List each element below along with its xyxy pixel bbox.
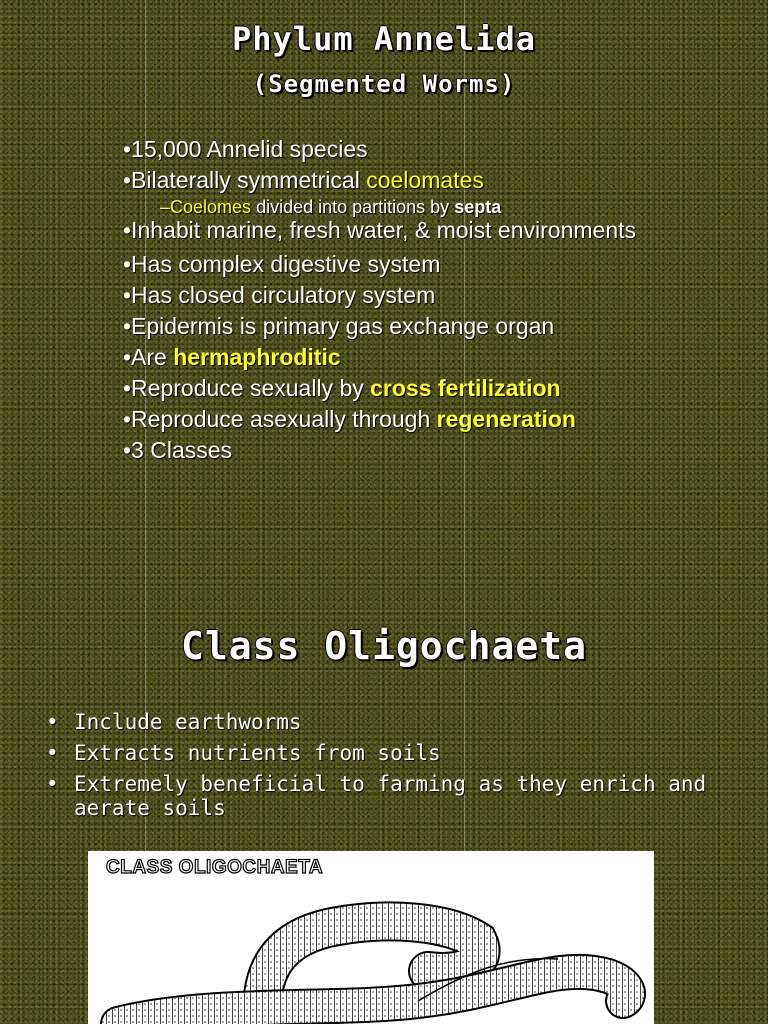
bullet-text: •Reproduce sexually by	[123, 375, 371, 401]
slide-subtitle: (Segmented Worms)	[252, 70, 516, 98]
bullet-circulatory: •Has closed circulatory system	[123, 282, 436, 308]
bullet-text: Extremely beneficial to farming as they enrich and aerate soils	[74, 772, 707, 820]
highlight-term: Coelomes	[170, 197, 252, 217]
bullet-text: Extracts nutrients from soils	[74, 741, 441, 765]
highlight-term: coelomates	[366, 167, 484, 193]
bullet-mark: •	[46, 710, 59, 734]
bullet-list	[123, 134, 643, 466]
bullet-text: •Are	[123, 344, 174, 370]
list-item	[46, 772, 726, 820]
highlight-term: cross fertilization	[370, 375, 561, 401]
bullet-text: •Reproduce asexually through	[123, 406, 437, 432]
section-title: Class Oligochaeta	[181, 624, 587, 668]
bullet-text: Include earthworms	[74, 710, 302, 734]
bullet-digestive: •Has complex digestive system	[123, 251, 441, 277]
highlight-term: regeneration	[436, 406, 576, 432]
bullet-asexual	[123, 404, 643, 435]
bullet-text: divided into partitions by	[251, 197, 455, 217]
bullet-classes: •3 Classes	[123, 437, 233, 463]
bullet-habitat: •Inhabit marine, fresh water, & moist environments	[123, 217, 636, 243]
bold-term: septa	[454, 197, 502, 217]
bullet-species: •15,000 Annelid species	[123, 136, 368, 162]
bullet-text: •Bilaterally symmetrical	[123, 167, 367, 193]
bullet-epidermis: •Epidermis is primary gas exchange organ	[123, 313, 555, 339]
bullet-mark: •	[46, 741, 59, 765]
list-item	[46, 710, 726, 734]
dash: –	[160, 197, 171, 217]
bullet-sexual	[123, 373, 643, 404]
bullet-hermaphroditic	[123, 342, 643, 373]
figure-label: CLASS OLIGOCHAETA	[106, 857, 324, 878]
earthworm-figure	[88, 851, 654, 1024]
slide-title: Phylum Annelida	[232, 20, 536, 58]
bullet-mark: •	[46, 772, 59, 796]
list-item	[46, 741, 726, 765]
sub-bullet-coelomes	[123, 196, 643, 218]
highlight-term: hermaphroditic	[173, 344, 341, 370]
bullet-list-2	[46, 710, 726, 827]
bullet-symmetry	[123, 165, 643, 196]
